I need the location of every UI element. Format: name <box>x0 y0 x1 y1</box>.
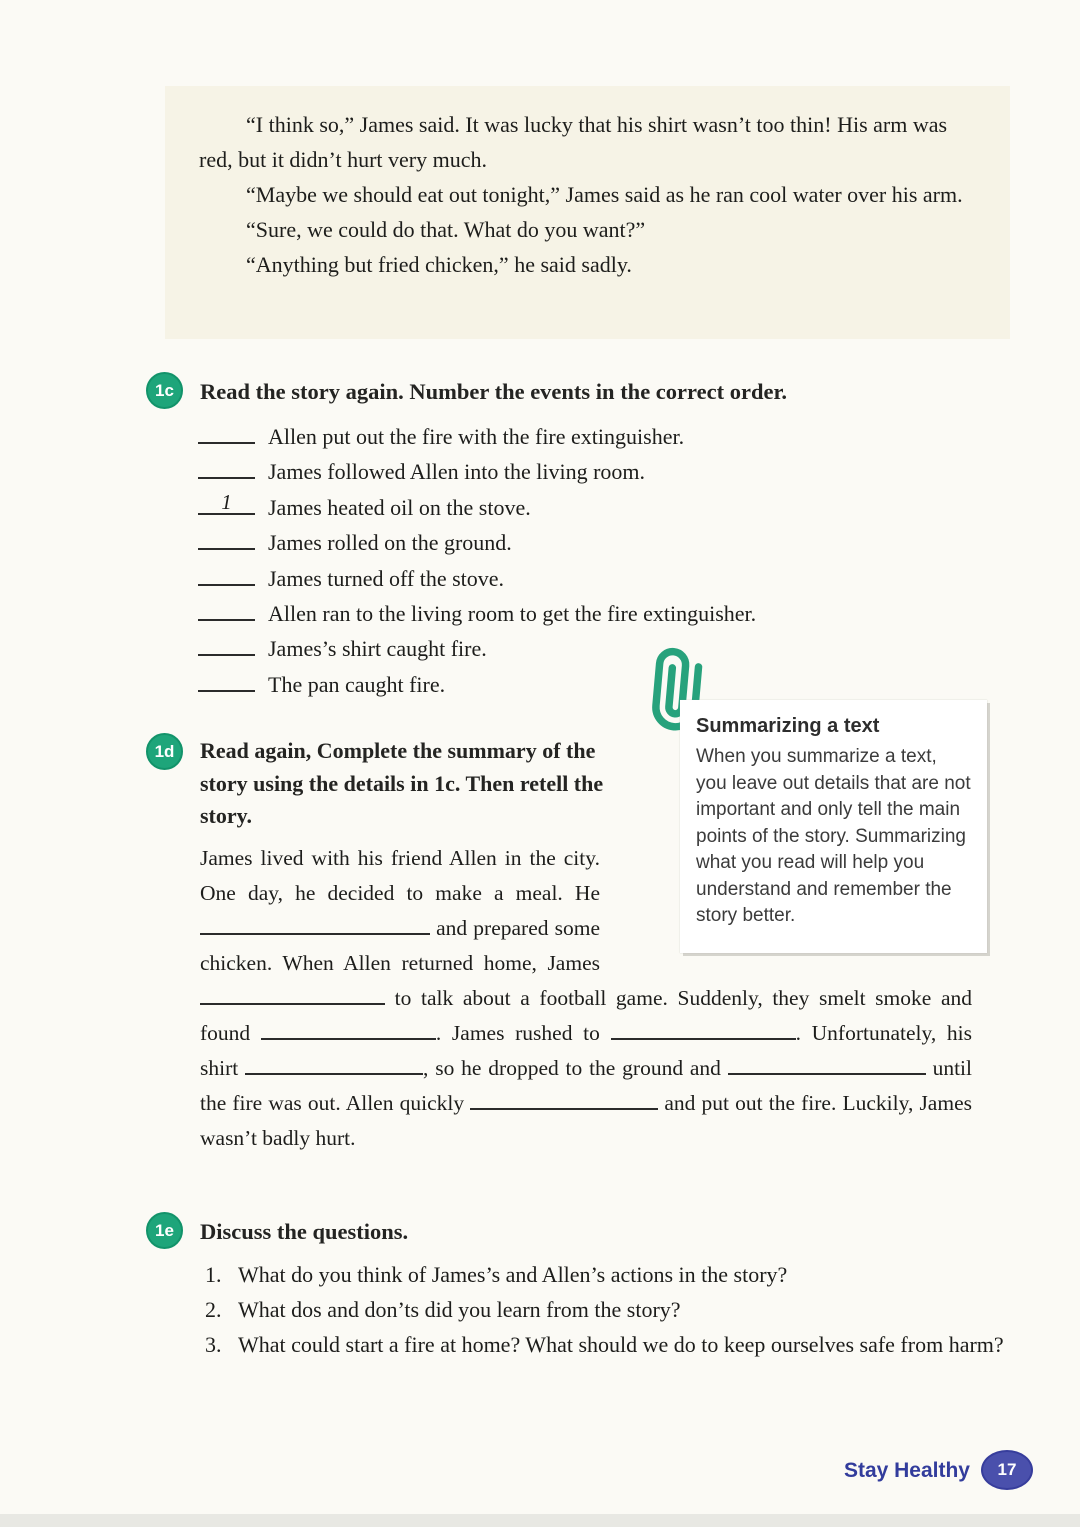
story-paragraph: “I think so,” James said. It was lucky that his shirt wasn’t too thin! His arm was red, but it didn’t hurt very much. <box>199 112 948 172</box>
summary-text: and put out the fire. Luckily, James wasn’t badly hurt. <box>200 1091 972 1150</box>
event-text: James turned off the stove. <box>268 565 505 591</box>
exercise-1d-badge: 1d <box>146 733 183 770</box>
event-row <box>198 454 898 489</box>
story-paragraphs <box>199 107 984 282</box>
event-row <box>198 525 898 560</box>
exercise-1c-badge: 1c <box>146 372 183 409</box>
summary-blank <box>728 1061 926 1075</box>
summary-blank <box>261 1026 436 1040</box>
question-row <box>205 1292 1023 1327</box>
summary-blank <box>611 1026 796 1040</box>
event-row <box>198 596 898 631</box>
event-number-blank <box>198 572 255 586</box>
event-text: James heated oil on the stove. <box>268 494 531 520</box>
event-text: James followed Allen into the living room. <box>268 459 646 485</box>
event-row <box>198 631 898 666</box>
scan-edge-band <box>0 1514 1080 1527</box>
event-text: Allen put out the fire with the fire extinguisher. <box>268 424 685 449</box>
story-paragraph: “Sure, we could do that. What do you want?” <box>246 217 646 242</box>
event-text: James’s shirt caught fire. <box>268 636 487 662</box>
event-number-blank <box>198 642 255 656</box>
summary-text: to talk about a football game. Suddenly, they smelt smoke and found <box>200 986 972 1045</box>
event-row <box>198 667 898 702</box>
event-number-blank <box>198 607 255 621</box>
summary-text: and prepared some chicken. When Allen returned home, James <box>200 916 600 975</box>
tip-box-body: When you summarize a text, you leave out details that are not important and only tell the main points of the story. Summarizing what you read will help you understand and remember the story better. <box>696 746 971 926</box>
event-text: Allen ran to the living room to get the fire extinguisher. <box>268 601 757 627</box>
event-row <box>198 490 898 525</box>
summary-text: James lived with his friend Allen in the city. One day, he decided to make a meal. He <box>200 846 600 905</box>
question-row <box>205 1257 1023 1292</box>
exercise-1e-instruction: Discuss the questions. <box>200 1219 409 1244</box>
event-answer: 1 <box>221 489 232 514</box>
event-number-blank <box>198 536 255 550</box>
tip-box-title: Summarizing a text <box>696 715 880 737</box>
tip-box-wrap-spacer <box>600 841 972 981</box>
event-text: The pan caught fire. <box>268 671 446 697</box>
story-paragraph: “Maybe we should eat out tonight,” James said as he ran cool water over his arm. <box>246 182 963 207</box>
question-text: What dos and don’ts did you learn from the story? <box>238 1297 681 1323</box>
unit-title: Stay Healthy <box>843 1459 970 1482</box>
story-block <box>165 86 1010 339</box>
exercise-1d-instruction: Read again, Complete the summary of the story using the details in 1c. Then retell the story. <box>200 738 604 828</box>
exercise-1c-instruction: Read the story again. Number the events in the correct order. <box>200 379 787 404</box>
summary-text: . James rushed to <box>435 1021 611 1045</box>
question-number: 1. <box>205 1262 222 1287</box>
summary-text: until the fire was out. Allen quickly <box>200 1056 973 1115</box>
events-list <box>198 419 898 702</box>
question-row <box>205 1327 1023 1362</box>
summary-blank <box>200 991 385 1005</box>
event-number-blank <box>198 678 255 692</box>
summary-text: . Unfortunately, his shirt <box>200 1021 972 1080</box>
event-text: James rolled on the ground. <box>268 530 512 556</box>
story-paragraph: “Anything but fried chicken,” he said sadly. <box>246 252 632 277</box>
summary-paragraph <box>200 841 972 1156</box>
summary-blank <box>245 1061 423 1075</box>
question-number: 2. <box>205 1297 222 1323</box>
summary-blank <box>470 1096 658 1110</box>
exercise-1e-badge: 1e <box>146 1212 183 1249</box>
question-number: 3. <box>205 1332 222 1358</box>
questions-list <box>205 1257 1023 1363</box>
question-text: What do you think of James’s and Allen’s actions in the story? <box>238 1262 788 1287</box>
summary-text: , so he dropped to the ground and <box>423 1056 728 1080</box>
event-number-blank <box>198 430 255 444</box>
summary-blank <box>200 921 430 935</box>
question-text: What could start a fire at home? What should we do to keep ourselves safe from harm? <box>238 1332 1004 1358</box>
event-row <box>198 561 898 596</box>
page-number: 17 <box>997 1460 1017 1479</box>
event-row <box>198 419 898 454</box>
page-number-badge <box>981 1450 1033 1490</box>
event-number-blank <box>198 489 255 515</box>
event-number-blank <box>198 465 255 479</box>
